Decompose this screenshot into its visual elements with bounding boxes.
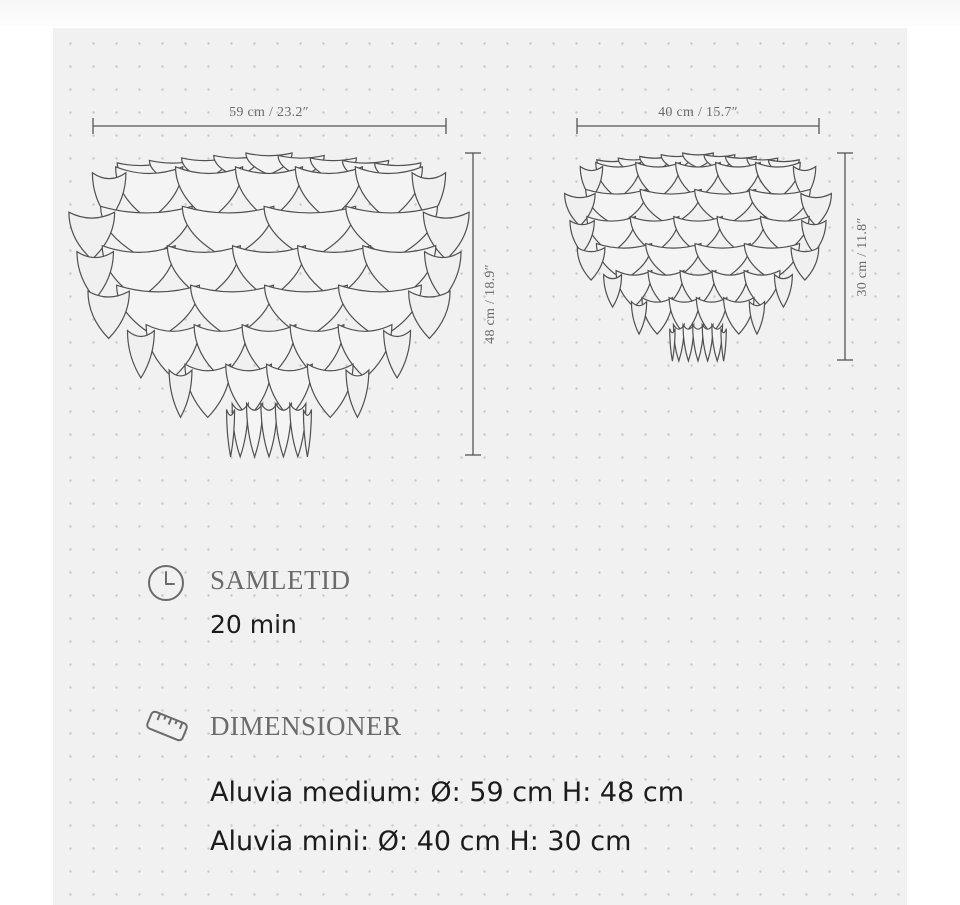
lamp-leaf bbox=[425, 252, 461, 299]
lamp-leaf bbox=[227, 409, 235, 456]
lamp-leaf bbox=[275, 404, 291, 457]
mini-height-dimension bbox=[837, 153, 870, 360]
lamp-leaf bbox=[384, 331, 411, 378]
lamp-medium-illustration bbox=[69, 153, 469, 457]
lamp-leaf bbox=[774, 275, 792, 307]
lamp-leaf bbox=[670, 329, 675, 361]
medium-width-dimension bbox=[93, 105, 446, 134]
dimension-line-medium: Aluvia medium: Ø: 59 cm H: 48 cm bbox=[210, 777, 685, 808]
assembly-time-title: SAMLETID bbox=[210, 565, 351, 595]
assembly-time-value: 20 min bbox=[210, 610, 297, 639]
lamp-leaf bbox=[570, 221, 594, 253]
clock-icon bbox=[146, 563, 186, 603]
ruler-icon bbox=[144, 706, 190, 746]
mini-height-label: 30 cm / 11.8″ bbox=[855, 217, 870, 297]
lamp-leaf bbox=[346, 370, 369, 417]
lamp-leaf bbox=[577, 248, 605, 280]
medium-height-dimension bbox=[465, 153, 498, 455]
lamp-leaf bbox=[749, 302, 764, 334]
lamp-leaf bbox=[303, 409, 311, 456]
mini-width-dimension bbox=[577, 105, 819, 134]
lamp-leaf bbox=[791, 248, 819, 280]
lamp-leaf bbox=[604, 275, 622, 307]
lamp-leaf bbox=[261, 404, 277, 457]
medium-width-label: 59 cm / 23.2″ bbox=[229, 105, 309, 120]
lamp-leaf bbox=[631, 302, 646, 334]
lamp-leaf bbox=[88, 291, 129, 338]
lamp-leaf bbox=[77, 252, 113, 299]
lamp-leaf bbox=[802, 221, 826, 253]
lamp-leaf bbox=[409, 291, 450, 338]
mini-width-label: 40 cm / 15.7″ bbox=[658, 105, 738, 120]
dimension-line-mini: Aluvia mini: Ø: 40 cm H: 30 cm bbox=[210, 826, 632, 857]
dimensions-title: DIMENSIONER bbox=[210, 711, 402, 741]
lamp-leaf bbox=[721, 329, 726, 361]
medium-height-label: 48 cm / 18.9″ bbox=[483, 264, 498, 344]
lamp-leaf bbox=[247, 404, 263, 457]
lamp-mini-illustration bbox=[565, 153, 832, 361]
lamp-leaf bbox=[127, 331, 154, 378]
lamp-leaf bbox=[169, 370, 192, 417]
